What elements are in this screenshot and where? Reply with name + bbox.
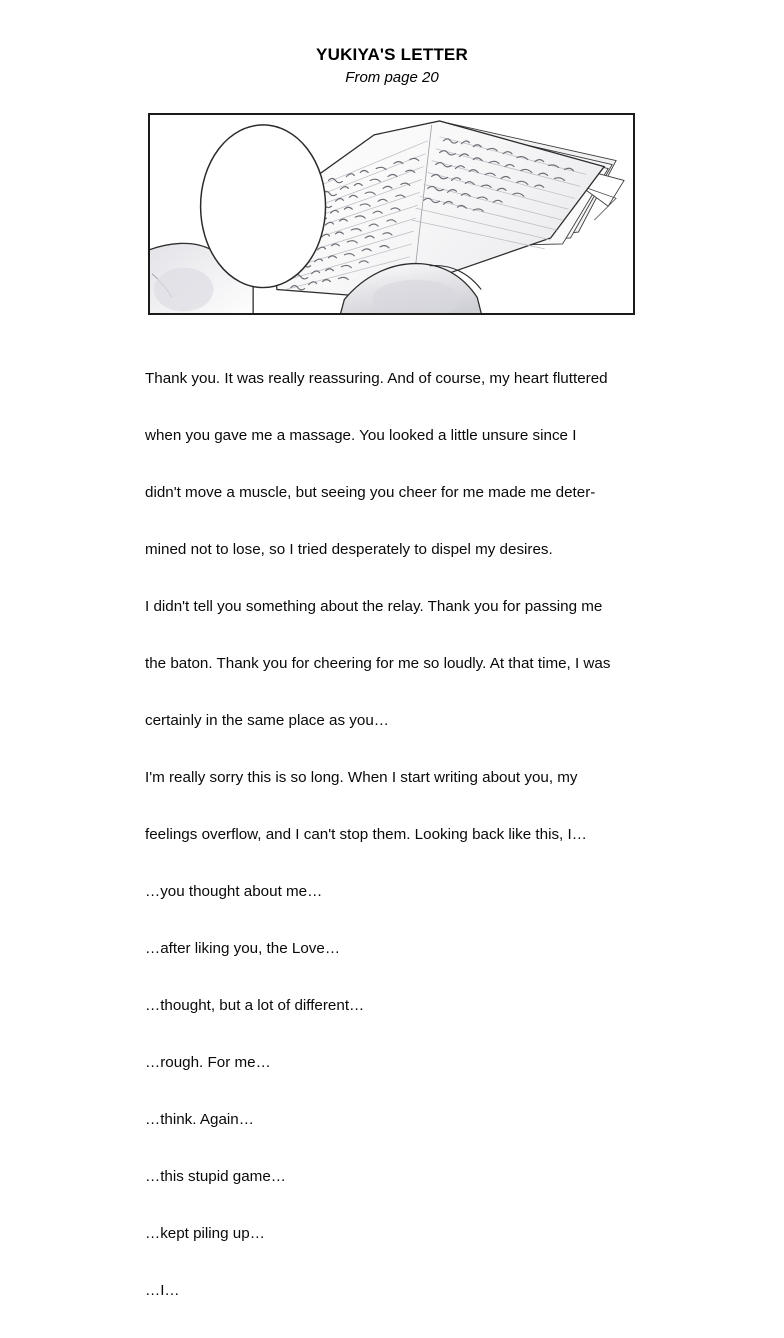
letter-line: …this stupid game… [145, 1168, 286, 1185]
letter-line: mined not to lose, so I tried desperately to dispel my desires. [145, 541, 553, 558]
letter-line: when you gave me a massage. You looked a little unsure since I [145, 427, 577, 444]
manga-panel [148, 113, 635, 315]
letter-line: I'm really sorry this is so long. When I start writing about you, my [145, 769, 578, 786]
letter-line: …I… [145, 1282, 180, 1299]
letter-illustration [150, 115, 633, 315]
letter-line: …thought, but a lot of different… [145, 997, 365, 1014]
letter-line: …you thought about me… [145, 883, 323, 900]
letter-line: I didn't tell you something about the relay. Thank you for passing me [145, 598, 603, 615]
page-subtitle: From page 20 [345, 69, 439, 86]
letter-line: …think. Again… [145, 1111, 254, 1128]
letter-line: Thank you. It was really reassuring. And of course, my heart fluttered [145, 370, 608, 387]
letter-line: didn't move a muscle, but seeing you cheer for me made me deter- [145, 484, 596, 501]
letter-line: feelings overflow, and I can't stop them. Looking back like this, I… [145, 826, 587, 843]
letter-line: …rough. For me… [145, 1054, 271, 1071]
letter-line: certainly in the same place as you… [145, 712, 389, 729]
letter-line: the baton. Thank you for cheering for me so loudly. At that time, I was [145, 655, 611, 672]
page-title: YUKIYA'S LETTER [316, 45, 468, 64]
heading-block [0, 44, 784, 88]
letter-text-block [145, 331, 645, 1338]
letter-line: …after liking you, the Love… [145, 940, 341, 957]
letter-line: …kept piling up… [145, 1225, 265, 1242]
